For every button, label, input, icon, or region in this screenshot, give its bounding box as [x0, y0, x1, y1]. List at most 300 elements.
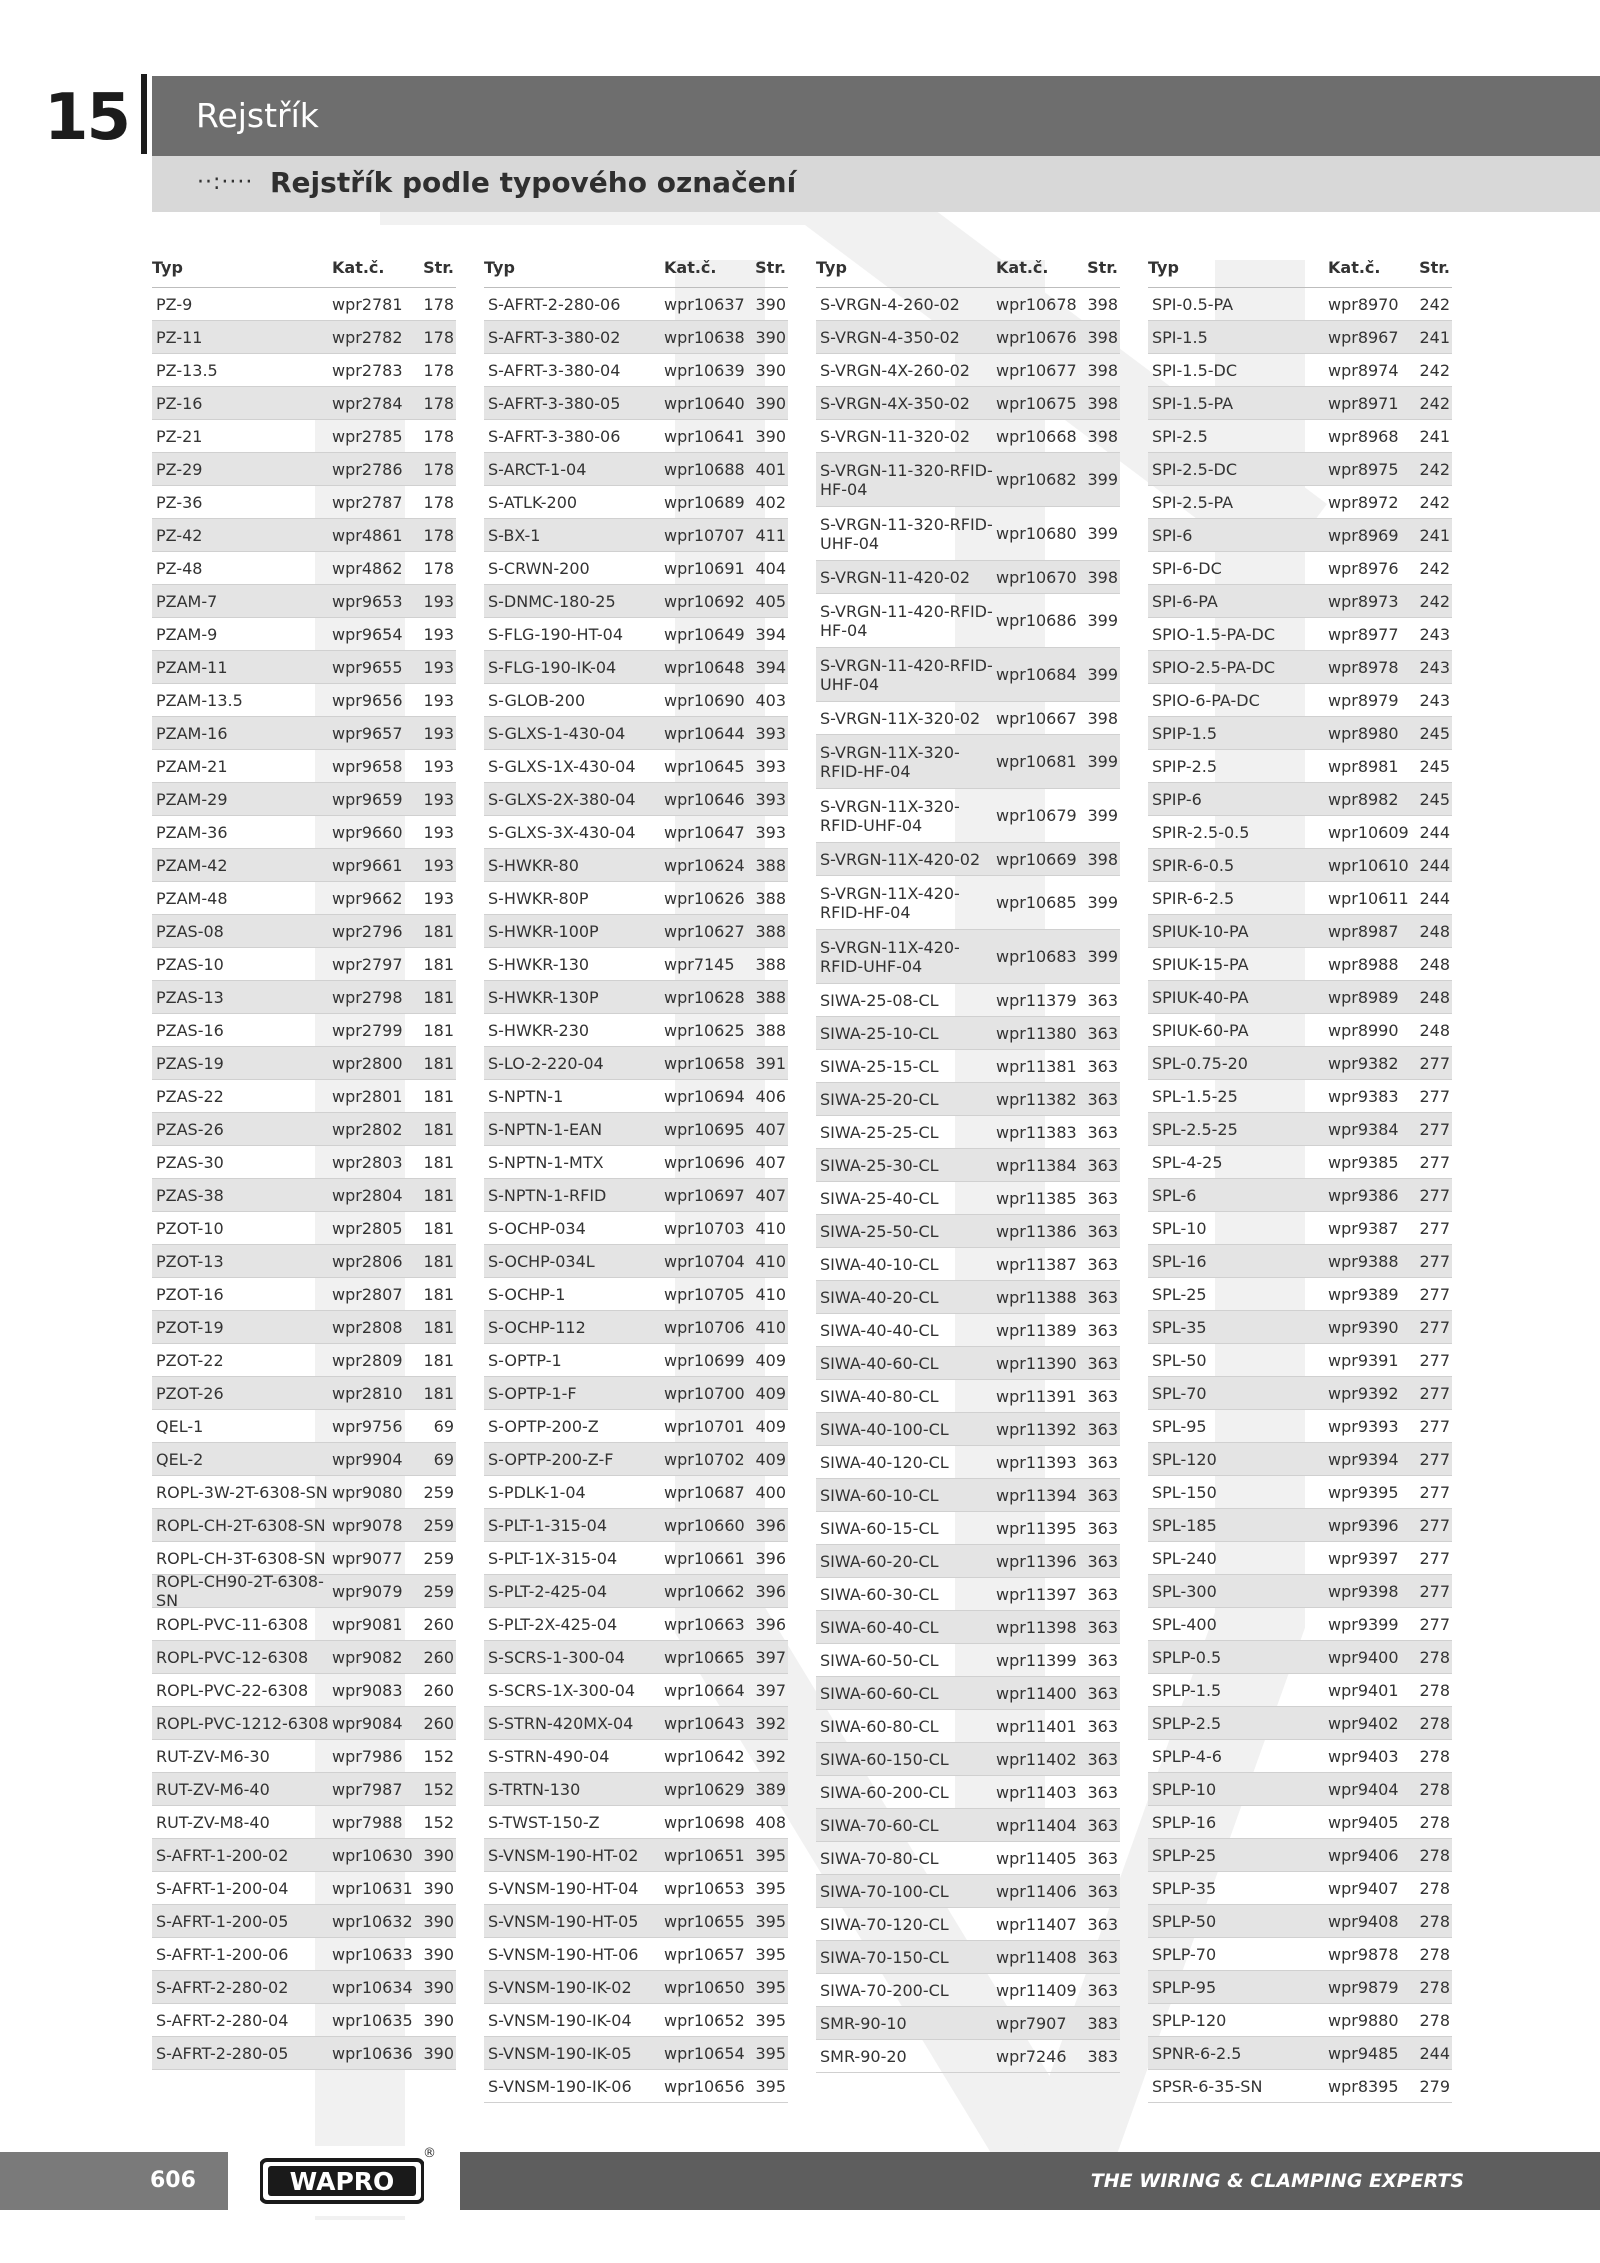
cell-strana: 363 — [1087, 1617, 1118, 1637]
table-row — [152, 1410, 456, 1443]
cell-katalog: wpr10663 — [664, 1614, 745, 1634]
cell-typ: S-VRGN-11-320-RFID-HF-04 — [820, 460, 993, 499]
table-row — [1148, 1542, 1452, 1575]
cell-katalog: wpr7246 — [996, 2046, 1067, 2066]
cell-typ: S-SCRS-1X-300-04 — [488, 1680, 636, 1700]
table-row — [1148, 1278, 1452, 1311]
cell-typ: SPL-4-25 — [1152, 1152, 1223, 1172]
cell-strana: 193 — [423, 855, 454, 875]
cell-strana: 248 — [1419, 1020, 1450, 1040]
cell-katalog: wpr2797 — [332, 954, 403, 974]
table-row — [816, 594, 1120, 648]
table-row — [484, 618, 788, 651]
cell-katalog: wpr11405 — [996, 1848, 1077, 1868]
cell-typ: SPIR-6-0.5 — [1152, 855, 1235, 875]
table-row — [152, 651, 456, 684]
header-typ: Typ — [152, 258, 183, 277]
cell-typ: PZOT-22 — [156, 1350, 224, 1370]
cell-strana: 260 — [423, 1614, 454, 1634]
table-row — [152, 1443, 456, 1476]
cell-typ: SIWA-60-60-CL — [820, 1683, 939, 1703]
cell-strana: 181 — [423, 1053, 454, 1073]
cell-strana: 277 — [1419, 1581, 1450, 1601]
cell-strana: 178 — [423, 525, 454, 545]
cell-typ: S-OCHP-1 — [488, 1284, 566, 1304]
cell-typ: S-HWKR-230 — [488, 1020, 590, 1040]
cell-katalog: wpr10675 — [996, 393, 1077, 413]
cell-typ: S-VNSM-190-HT-06 — [488, 1944, 639, 1964]
cell-strana: 390 — [423, 1878, 454, 1898]
cell-katalog: wpr8975 — [1328, 459, 1399, 479]
cell-strana: 242 — [1419, 558, 1450, 578]
cell-katalog: wpr9397 — [1328, 1548, 1399, 1568]
cell-typ: SPL-400 — [1152, 1614, 1217, 1634]
table-row — [1148, 651, 1452, 684]
cell-katalog: wpr10609 — [1328, 822, 1409, 842]
cell-katalog: wpr9388 — [1328, 1251, 1399, 1271]
cell-typ: PZAS-13 — [156, 987, 224, 1007]
cell-strana: 399 — [1087, 665, 1118, 684]
column-header — [1148, 252, 1452, 288]
cell-strana: 409 — [755, 1350, 786, 1370]
table-row — [816, 1446, 1120, 1479]
cell-katalog: wpr10645 — [664, 756, 745, 776]
cell-strana: 363 — [1087, 1518, 1118, 1538]
table-row — [152, 1014, 456, 1047]
cell-katalog: wpr9402 — [1328, 1713, 1399, 1733]
cell-strana: 395 — [755, 1878, 786, 1898]
table-row — [484, 1839, 788, 1872]
cell-strana: 383 — [1087, 2046, 1118, 2066]
table-row — [152, 1608, 456, 1641]
table-row — [484, 849, 788, 882]
cell-katalog: wpr10624 — [664, 855, 745, 875]
cell-strana: 181 — [423, 1350, 454, 1370]
cell-strana: 389 — [755, 1779, 786, 1799]
cell-strana: 410 — [755, 1218, 786, 1238]
cell-katalog: wpr11406 — [996, 1881, 1077, 1901]
cell-typ: SIWA-40-80-CL — [820, 1386, 939, 1406]
cell-katalog: wpr11380 — [996, 1023, 1077, 1043]
cell-typ: S-NPTN-1-RFID — [488, 1185, 607, 1205]
cell-typ: S-OCHP-034 — [488, 1218, 586, 1238]
cell-typ: PZAS-38 — [156, 1185, 224, 1205]
cell-typ: SIWA-60-15-CL — [820, 1518, 939, 1538]
cell-strana: 278 — [1419, 1845, 1450, 1865]
header-band — [152, 76, 1600, 156]
cell-typ: S-VNSM-190-IK-06 — [488, 2076, 632, 2096]
cell-katalog: wpr10646 — [664, 789, 745, 809]
cell-strana: 277 — [1419, 1614, 1450, 1634]
cell-katalog: wpr10611 — [1328, 888, 1409, 908]
cell-typ: SIWA-40-60-CL — [820, 1353, 939, 1373]
table-row — [484, 1047, 788, 1080]
cell-strana: 278 — [1419, 1746, 1450, 1766]
table-row — [816, 1149, 1120, 1182]
table-row — [484, 1443, 788, 1476]
cell-strana: 363 — [1087, 1452, 1118, 1472]
cell-typ: SMR-90-10 — [820, 2013, 907, 2033]
cell-katalog: wpr11391 — [996, 1386, 1077, 1406]
cell-strana: 260 — [423, 1680, 454, 1700]
cell-katalog: wpr10668 — [996, 426, 1077, 446]
cell-typ: SPL-2.5-25 — [1152, 1119, 1238, 1139]
table-row — [484, 552, 788, 585]
cell-typ: SPLP-16 — [1152, 1812, 1217, 1832]
cell-katalog: wpr10654 — [664, 2043, 745, 2063]
cell-typ: ROPL-PVC-22-6308 — [156, 1680, 309, 1700]
cell-katalog: wpr10647 — [664, 822, 745, 842]
cell-typ: SPI-2.5-PA — [1152, 492, 1234, 512]
header-strana: Str. — [423, 258, 454, 277]
cell-typ: SPL-185 — [1152, 1515, 1217, 1535]
table-row — [1148, 420, 1452, 453]
table-row — [816, 1083, 1120, 1116]
cell-typ: S-NPTN-1 — [488, 1086, 564, 1106]
cell-katalog: wpr10648 — [664, 657, 745, 677]
cell-katalog: wpr10684 — [996, 665, 1077, 684]
cell-katalog: wpr2787 — [332, 492, 403, 512]
cell-katalog: wpr8974 — [1328, 360, 1399, 380]
cell-katalog: wpr2805 — [332, 1218, 403, 1238]
table-row — [1148, 717, 1452, 750]
cell-katalog: wpr11382 — [996, 1089, 1077, 1109]
table-row — [816, 1941, 1120, 1974]
table-row — [152, 1146, 456, 1179]
cell-typ: PZAM-29 — [156, 789, 228, 809]
cell-strana: 181 — [423, 1119, 454, 1139]
table-row — [816, 1380, 1120, 1413]
cell-strana: 363 — [1087, 1023, 1118, 1043]
cell-typ: SPL-0.75-20 — [1152, 1053, 1248, 1073]
cell-strana: 245 — [1419, 723, 1450, 743]
cell-typ: SPLP-25 — [1152, 1845, 1217, 1865]
table-row — [816, 561, 1120, 594]
cell-katalog: wpr9082 — [332, 1647, 403, 1667]
table-row — [1148, 321, 1452, 354]
cell-strana: 178 — [423, 426, 454, 446]
registered-mark: ® — [423, 2146, 436, 2161]
table-row — [152, 1278, 456, 1311]
table-row — [816, 1578, 1120, 1611]
cell-katalog: wpr10637 — [664, 294, 745, 314]
cell-strana: 178 — [423, 459, 454, 479]
table-row — [816, 2007, 1120, 2040]
cell-typ: PZOT-19 — [156, 1317, 224, 1337]
cell-typ: SIWA-60-80-CL — [820, 1716, 939, 1736]
table-row — [1148, 387, 1452, 420]
table-row — [816, 1842, 1120, 1875]
table-row — [484, 1212, 788, 1245]
cell-katalog: wpr10626 — [664, 888, 745, 908]
cell-typ: SPIUK-15-PA — [1152, 954, 1249, 974]
table-row — [1148, 1872, 1452, 1905]
cell-typ: S-VRGN-4-350-02 — [820, 327, 960, 347]
cell-typ: SIWA-70-200-CL — [820, 1980, 949, 2000]
cell-katalog: wpr11381 — [996, 1056, 1077, 1076]
cell-typ: SIWA-60-40-CL — [820, 1617, 939, 1637]
table-row — [152, 486, 456, 519]
table-row — [152, 1872, 456, 1905]
cell-strana: 278 — [1419, 1647, 1450, 1667]
cell-strana: 278 — [1419, 2010, 1450, 2030]
cell-typ: ROPL-PVC-1212-6308 — [156, 1713, 329, 1733]
cell-strana: 277 — [1419, 1548, 1450, 1568]
header-strana: Str. — [755, 258, 786, 277]
cell-katalog: wpr2786 — [332, 459, 403, 479]
table-row — [484, 321, 788, 354]
table-row — [1148, 618, 1452, 651]
cell-strana: 396 — [755, 1515, 786, 1535]
cell-katalog: wpr11379 — [996, 990, 1077, 1010]
cell-katalog: wpr10679 — [996, 806, 1077, 825]
cell-typ: SPLP-70 — [1152, 1944, 1217, 1964]
cell-typ: SIWA-60-200-CL — [820, 1782, 949, 1802]
table-row — [1148, 552, 1452, 585]
cell-typ: SPL-6 — [1152, 1185, 1197, 1205]
cell-katalog: wpr10681 — [996, 752, 1077, 771]
cell-strana: 181 — [423, 987, 454, 1007]
cell-strana: 181 — [423, 1152, 454, 1172]
table-row — [152, 1311, 456, 1344]
cell-strana: 277 — [1419, 1317, 1450, 1337]
cell-typ: SIWA-40-120-CL — [820, 1452, 949, 1472]
cell-typ: S-NPTN-1-EAN — [488, 1119, 603, 1139]
cell-strana: 390 — [423, 2043, 454, 2063]
table-row — [1148, 1179, 1452, 1212]
cell-katalog: wpr9392 — [1328, 1383, 1399, 1403]
cell-typ: S-DNMC-180-25 — [488, 591, 616, 611]
cell-strana: 243 — [1419, 624, 1450, 644]
table-row — [1148, 2004, 1452, 2037]
cell-typ: PZAM-21 — [156, 756, 228, 776]
table-row — [1148, 684, 1452, 717]
cell-strana: 399 — [1087, 947, 1118, 966]
logo-wordmark: WAPRO — [289, 2167, 395, 2196]
cell-katalog: wpr11383 — [996, 1122, 1077, 1142]
cell-strana: 178 — [423, 492, 454, 512]
cell-strana: 395 — [755, 2043, 786, 2063]
cell-typ: S-FLG-190-IK-04 — [488, 657, 617, 677]
table-row — [152, 684, 456, 717]
table-row — [816, 1743, 1120, 1776]
cell-strana: 398 — [1087, 294, 1118, 314]
cell-typ: SPIP-2.5 — [1152, 756, 1218, 776]
cell-typ: SIWA-60-150-CL — [820, 1749, 949, 1769]
table-row — [816, 1644, 1120, 1677]
cell-typ: S-VRGN-4X-260-02 — [820, 360, 970, 380]
table-row — [484, 1707, 788, 1740]
cell-strana: 243 — [1419, 690, 1450, 710]
cell-typ: SPSR-6-35-SN — [1152, 2076, 1263, 2096]
header-strana: Str. — [1419, 258, 1450, 277]
cell-katalog: wpr10683 — [996, 947, 1077, 966]
cell-typ: SIWA-60-10-CL — [820, 1485, 939, 1505]
cell-typ: S-PLT-1X-315-04 — [488, 1548, 618, 1568]
cell-typ: SPI-1.5-PA — [1152, 393, 1234, 413]
cell-typ: SPL-70 — [1152, 1383, 1207, 1403]
cell-typ: SIWA-25-15-CL — [820, 1056, 939, 1076]
cell-typ: S-OCHP-034L — [488, 1251, 595, 1271]
table-row — [816, 702, 1120, 735]
cell-strana: 388 — [755, 855, 786, 875]
cell-strana: 363 — [1087, 1716, 1118, 1736]
table-row — [816, 1809, 1120, 1842]
cell-strana: 248 — [1419, 987, 1450, 1007]
cell-katalog: wpr9879 — [1328, 1977, 1399, 1997]
cell-strana: 193 — [423, 723, 454, 743]
cell-katalog: wpr9658 — [332, 756, 403, 776]
table-row — [152, 288, 456, 321]
cell-katalog: wpr9078 — [332, 1515, 403, 1535]
cell-strana: 242 — [1419, 393, 1450, 413]
cell-katalog: wpr10685 — [996, 893, 1077, 912]
cell-katalog: wpr2803 — [332, 1152, 403, 1172]
table-row — [484, 288, 788, 321]
cell-katalog: wpr9404 — [1328, 1779, 1399, 1799]
cell-katalog: wpr10706 — [664, 1317, 745, 1337]
cell-typ: S-STRN-420MX-04 — [488, 1713, 634, 1733]
cell-strana: 152 — [423, 1746, 454, 1766]
cell-katalog: wpr10634 — [332, 1977, 413, 1997]
table-row — [1148, 882, 1452, 915]
cell-strana: 393 — [755, 756, 786, 776]
cell-strana: 259 — [423, 1581, 454, 1601]
cell-strana: 244 — [1419, 855, 1450, 875]
table-row — [1148, 1377, 1452, 1410]
table-row — [484, 816, 788, 849]
table-row — [484, 783, 788, 816]
table-row — [152, 1674, 456, 1707]
cell-strana: 178 — [423, 294, 454, 314]
cell-typ: PZAS-22 — [156, 1086, 224, 1106]
cell-katalog: wpr9878 — [1328, 1944, 1399, 1964]
cell-katalog: wpr10677 — [996, 360, 1077, 380]
cell-typ: S-PDLK-1-04 — [488, 1482, 586, 1502]
cell-strana: 363 — [1087, 990, 1118, 1010]
cell-katalog: wpr7986 — [332, 1746, 403, 1766]
cell-katalog: wpr10655 — [664, 1911, 745, 1931]
cell-strana: 363 — [1087, 1749, 1118, 1769]
cell-katalog: wpr9660 — [332, 822, 403, 842]
cell-katalog: wpr10644 — [664, 723, 745, 743]
table-row — [816, 1182, 1120, 1215]
cell-typ: SIWA-60-30-CL — [820, 1584, 939, 1604]
cell-strana: 388 — [755, 1020, 786, 1040]
cell-strana: 242 — [1419, 591, 1450, 611]
cell-typ: SIWA-25-40-CL — [820, 1188, 939, 1208]
table-row — [1148, 1641, 1452, 1674]
cell-strana: 407 — [755, 1152, 786, 1172]
table-row — [152, 1344, 456, 1377]
table-row — [484, 1377, 788, 1410]
table-row — [816, 1545, 1120, 1578]
cell-typ: SPLP-0.5 — [1152, 1647, 1222, 1667]
cell-katalog: wpr8989 — [1328, 987, 1399, 1007]
cell-katalog: wpr2809 — [332, 1350, 403, 1370]
cell-katalog: wpr10653 — [664, 1878, 745, 1898]
cell-typ: SIWA-25-50-CL — [820, 1221, 939, 1241]
cell-typ: S-CRWN-200 — [488, 558, 590, 578]
cell-strana: 193 — [423, 789, 454, 809]
cell-strana: 363 — [1087, 1881, 1118, 1901]
cell-strana: 363 — [1087, 1089, 1118, 1109]
table-row — [1148, 1806, 1452, 1839]
cell-strana: 363 — [1087, 1056, 1118, 1076]
cell-strana: 363 — [1087, 1122, 1118, 1142]
cell-typ: SPI-6-PA — [1152, 591, 1218, 611]
cell-katalog: wpr2782 — [332, 327, 403, 347]
table-row — [1148, 1971, 1452, 2004]
cell-strana: 395 — [755, 1977, 786, 1997]
table-row — [484, 420, 788, 453]
table-row — [1148, 948, 1452, 981]
cell-strana: 406 — [755, 1086, 786, 1106]
table-row — [484, 915, 788, 948]
cell-katalog: wpr8968 — [1328, 426, 1399, 446]
cell-typ: SPL-240 — [1152, 1548, 1217, 1568]
cell-strana: 152 — [423, 1812, 454, 1832]
table-row — [1148, 1014, 1452, 1047]
table-row — [484, 882, 788, 915]
table-row — [816, 288, 1120, 321]
cell-strana: 363 — [1087, 1551, 1118, 1571]
cell-typ: ROPL-3W-2T-6308-SN — [156, 1482, 328, 1502]
cell-katalog: wpr10665 — [664, 1647, 745, 1667]
cell-typ: S-AFRT-3-380-02 — [488, 327, 621, 347]
cell-katalog: wpr2784 — [332, 393, 403, 413]
cell-typ: S-OPTP-1 — [488, 1350, 562, 1370]
table-row — [484, 948, 788, 981]
cell-strana: 407 — [755, 1119, 786, 1139]
cell-strana: 395 — [755, 1911, 786, 1931]
cell-katalog: wpr9904 — [332, 1449, 403, 1469]
cell-strana: 181 — [423, 1317, 454, 1337]
cell-strana: 181 — [423, 1284, 454, 1304]
table-row — [816, 2040, 1120, 2073]
cell-strana: 193 — [423, 756, 454, 776]
cell-typ: S-NPTN-1-MTX — [488, 1152, 604, 1172]
cell-katalog: wpr11396 — [996, 1551, 1077, 1571]
table-row — [1148, 1047, 1452, 1080]
table-row — [152, 1113, 456, 1146]
table-row — [152, 1377, 456, 1410]
table-row — [484, 651, 788, 684]
cell-strana: 277 — [1419, 1218, 1450, 1238]
cell-typ: PZ-11 — [156, 327, 203, 347]
cell-katalog: wpr9661 — [332, 855, 403, 875]
cell-strana: 278 — [1419, 1911, 1450, 1931]
cell-typ: S-VNSM-190-HT-04 — [488, 1878, 639, 1898]
table-row — [816, 1215, 1120, 1248]
cell-katalog: wpr8976 — [1328, 558, 1399, 578]
cell-typ: S-AFRT-2-280-02 — [156, 1977, 289, 1997]
table-row — [816, 1974, 1120, 2007]
cell-katalog: wpr11400 — [996, 1683, 1077, 1703]
cell-typ: S-OCHP-112 — [488, 1317, 586, 1337]
cell-strana: 393 — [755, 822, 786, 842]
cell-typ: S-STRN-490-04 — [488, 1746, 610, 1766]
cell-strana: 395 — [755, 2010, 786, 2030]
cell-typ: SPL-25 — [1152, 1284, 1207, 1304]
table-row — [1148, 1443, 1452, 1476]
cell-katalog: wpr8977 — [1328, 624, 1399, 644]
cell-strana: 395 — [755, 1845, 786, 1865]
cell-katalog: wpr4861 — [332, 525, 403, 545]
cell-strana: 409 — [755, 1383, 786, 1403]
cell-typ: SIWA-40-20-CL — [820, 1287, 939, 1307]
cell-typ: S-VRGN-11-320-02 — [820, 426, 970, 446]
